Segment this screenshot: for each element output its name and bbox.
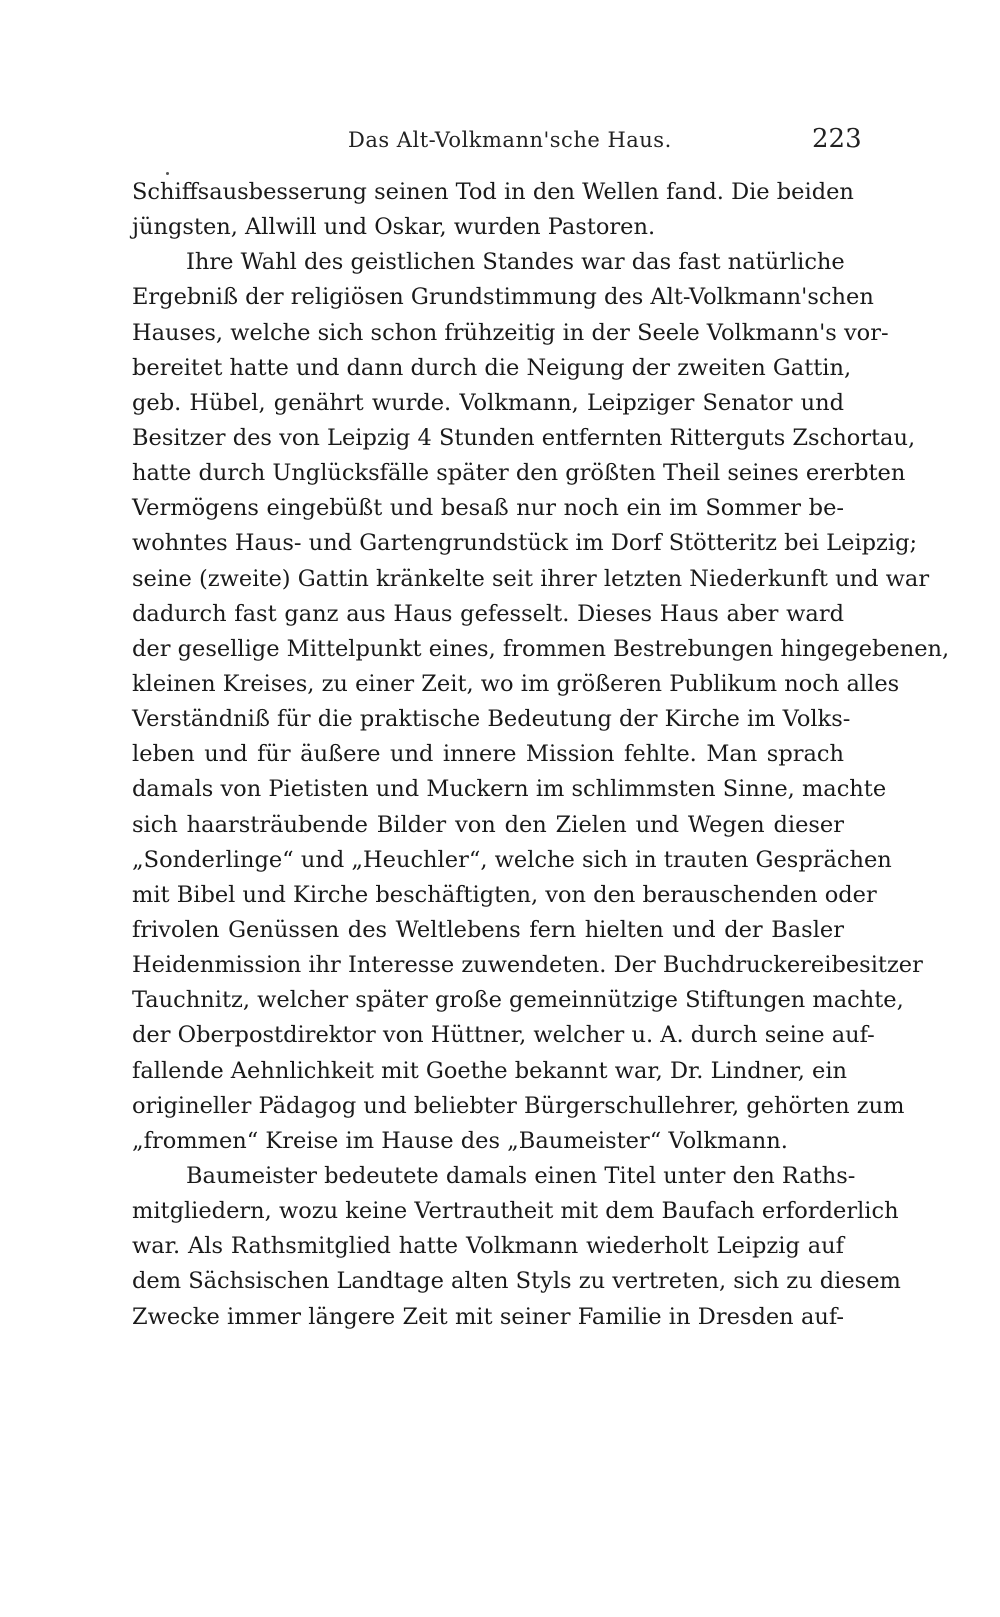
running-title: Das Alt-Volkmann'sche Haus. bbox=[348, 128, 672, 152]
text-line: wohntes Haus- und Gartengrundstück im Dorf Stötteritz bei Leipzig; bbox=[132, 530, 918, 557]
text-line: geb. Hübel, genährt wurde. Volkmann, Leipziger Senator und bbox=[132, 389, 844, 416]
text-line: hatte durch Unglücksfälle später den größten Theil seines ererbten bbox=[132, 460, 906, 487]
text-line: „frommen“ Kreise im Hause des „Baumeister“ Volkmann. bbox=[132, 1127, 788, 1154]
text-line: dem Sächsischen Landtage alten Styls zu vertreten, sich zu diesem bbox=[132, 1268, 901, 1295]
text-line: bereitet hatte und dann durch die Neigung der zweiten Gattin, bbox=[132, 354, 852, 381]
text-line: Hauses, welche sich schon frühzeitig in der Seele Volkmann's vor- bbox=[132, 319, 889, 346]
text-line: sich haarsträubende Bilder von den Zielen und Wegen dieser bbox=[132, 811, 844, 838]
text-line: seine (zweite) Gattin kränkelte seit ihrer letzten Niederkunft und war bbox=[132, 565, 930, 592]
text-line: mit Bibel und Kirche beschäftigten, von den berauschenden oder bbox=[132, 881, 877, 908]
text-line: Schiffsausbesserung seinen Tod in den Wellen fand. Die beiden bbox=[132, 179, 854, 205]
text-line: Ihre Wahl des geistlichen Standes war das fast natürliche bbox=[186, 249, 845, 276]
text-line: dadurch fast ganz aus Haus gefesselt. Dieses Haus aber ward bbox=[132, 600, 844, 627]
page-number: 223 bbox=[812, 124, 862, 154]
text-line: damals von Pietisten und Muckern im schlimmsten Sinne, machte bbox=[132, 776, 887, 803]
text-line: der Oberpostdirektor von Hüttner, welcher u. A. durch seine auf- bbox=[132, 1022, 875, 1049]
text-line: Vermögens eingebüßt und besaß nur noch ein im Sommer be- bbox=[132, 495, 844, 522]
body-text bbox=[132, 175, 950, 1335]
text-line: frivolen Genüssen des Weltlebens fern hielten und der Basler bbox=[132, 916, 844, 943]
text-line: „Sonderlinge“ und „Heuchler“, welche sich in trauten Gesprächen bbox=[132, 846, 892, 873]
text-line: jüngsten, Allwill und Oskar, wurden Pastoren. bbox=[132, 214, 656, 241]
text-line: leben und für äußere und innere Mission fehlte. Man sprach bbox=[132, 741, 844, 768]
text-line: origineller Pädagog und beliebter Bürgerschullehrer, gehörten zum bbox=[132, 1092, 905, 1119]
text-line: Besitzer des von Leipzig 4 Stunden entfernten Ritterguts Zschortau, bbox=[132, 424, 916, 451]
text-line: fallende Aehnlichkeit mit Goethe bekannt war, Dr. Lindner, ein bbox=[132, 1057, 848, 1084]
text-line: Baumeister bedeutete damals einen Titel unter den Raths- bbox=[186, 1162, 856, 1189]
text-line: Tauchnitz, welcher später große gemeinnützige Stiftungen machte, bbox=[132, 987, 904, 1014]
text-line: Heidenmission ihr Interesse zuwendeten. Der Buchdruckereibesitzer bbox=[132, 952, 923, 979]
text-line: Zwecke immer längere Zeit mit seiner Familie in Dresden auf- bbox=[132, 1303, 844, 1330]
text-line: Ergebniß der religiösen Grundstimmung des Alt-Volkmann'schen bbox=[132, 284, 874, 311]
text-line: war. Als Rathsmitglied hatte Volkmann wiederholt Leipzig auf bbox=[132, 1233, 844, 1260]
text-line: mitgliedern, wozu keine Vertrautheit mit dem Baufach erforderlich bbox=[132, 1198, 899, 1225]
text-line: kleinen Kreises, zu einer Zeit, wo im größeren Publikum noch alles bbox=[132, 670, 900, 697]
text-line: Verständniß für die praktische Bedeutung der Kirche im Volks- bbox=[132, 706, 851, 733]
text-line: der gesellige Mittelpunkt eines, frommen Bestrebungen hingegebenen, bbox=[132, 635, 950, 662]
